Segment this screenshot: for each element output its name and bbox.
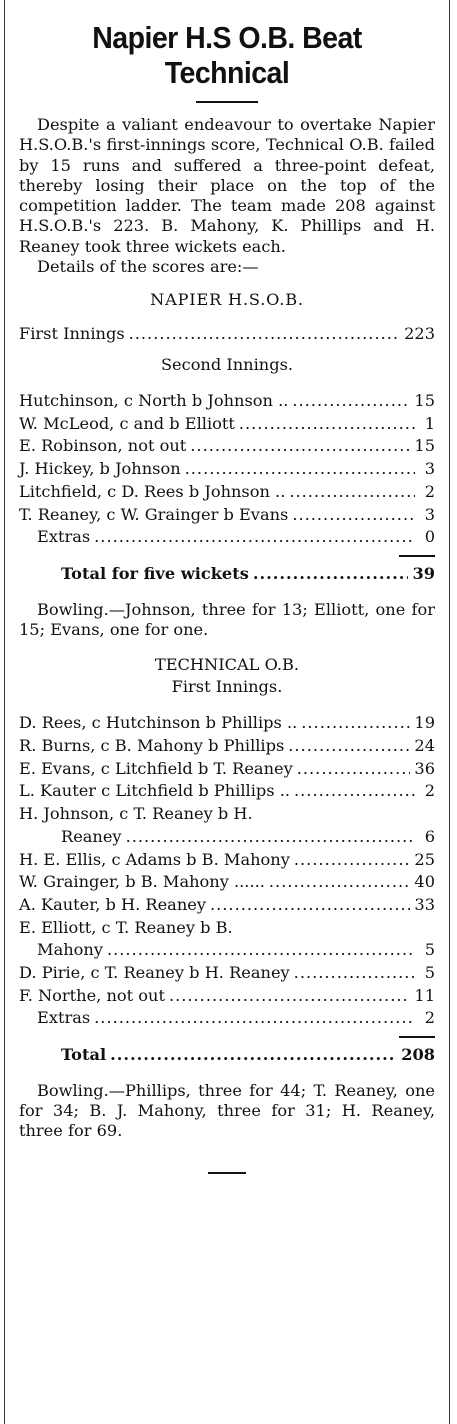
leader-dots: [269, 871, 410, 894]
leader-dots: [94, 1007, 415, 1030]
details-line: Details of the scores are:—: [37, 257, 259, 277]
batsman: D. Rees, c Hutchinson b Phillips ..: [19, 713, 298, 733]
batsman: Hutchinson, c North b Johnson ..: [19, 391, 289, 411]
runs: 5: [424, 940, 435, 960]
leader-dots: [129, 323, 400, 346]
table-row: [19, 780, 435, 803]
total-value: 208: [401, 1045, 435, 1065]
leader-dots: [288, 735, 410, 758]
leader-dots: [292, 390, 410, 413]
first-innings-total: 223: [404, 324, 435, 344]
headline-line-2: Technical: [164, 55, 290, 90]
table-row: [19, 735, 435, 758]
napier-batting-list: [19, 390, 435, 549]
table-row: [19, 712, 435, 735]
table-row: [19, 826, 435, 849]
batsman: E. Evans, c Litchfield b T. Reaney: [19, 758, 293, 778]
technical-team-heading: TECHNICAL O.B.: [154, 655, 300, 675]
total-label: Total: [61, 1045, 107, 1065]
headline: [36, 20, 419, 90]
leader-dots: [292, 504, 415, 527]
runs: 1: [424, 413, 435, 433]
leader-dots: [294, 962, 415, 985]
technical-total-row: [19, 1044, 435, 1067]
batsman: Mahony: [37, 940, 103, 960]
leader-dots: [297, 758, 411, 781]
article-column: [4, 0, 450, 1424]
batsman: J. Hickey, b Johnson: [19, 459, 181, 479]
runs: 3: [424, 459, 435, 479]
leader-dots: [126, 826, 415, 849]
batsman: W. McLeod, c and b Elliott: [19, 413, 235, 433]
table-row: [19, 871, 435, 894]
leader-dots: [107, 939, 415, 962]
table-row: [19, 481, 435, 504]
technical-innings-heading: First Innings.: [171, 677, 283, 697]
end-rule: [208, 1172, 246, 1174]
table-row: [19, 526, 435, 549]
batsman: D. Pirie, c T. Reaney b H. Reaney: [19, 963, 290, 983]
batsman: E. Elliott, c T. Reaney b B.: [19, 917, 233, 937]
table-row: [19, 985, 435, 1008]
leader-dots: [239, 413, 415, 436]
batsman: Litchfield, c D. Rees b Johnson ..: [19, 481, 286, 501]
leader-dots: [294, 780, 415, 803]
total-label: Total for five wickets: [61, 564, 249, 583]
extras-label: Extras: [37, 1008, 91, 1028]
runs: 2: [424, 481, 435, 501]
batsman: T. Reaney, c W. Grainger b Evans: [19, 504, 289, 524]
table-row: [19, 413, 435, 436]
table-row: [19, 962, 435, 985]
headline-rule: [196, 101, 258, 103]
runs: 40: [414, 872, 435, 892]
runs: 36: [414, 758, 435, 778]
batsman: A. Kauter, b H. Reaney: [19, 894, 206, 914]
runs: 0: [424, 527, 435, 547]
napier-total-row: [19, 563, 435, 586]
runs: 11: [414, 985, 435, 1005]
runs: 2: [424, 781, 435, 801]
napier-team-heading: NAPIER H.S.O.B.: [150, 290, 304, 310]
leader-dots: [110, 1044, 397, 1067]
batsman: W. Grainger, b B. Mahony ......: [19, 872, 265, 892]
runs: 15: [414, 436, 435, 456]
leader-dots: [289, 481, 415, 504]
table-row: [19, 435, 435, 458]
batsman: Reaney: [61, 826, 122, 846]
table-row: [19, 758, 435, 781]
total-rule: [399, 555, 435, 557]
leader-dots: [294, 849, 411, 872]
table-row: [19, 894, 435, 917]
table-row: [19, 939, 435, 962]
runs: 33: [414, 894, 435, 914]
runs: 3: [424, 504, 435, 524]
table-row: [19, 458, 435, 481]
leader-dots: [169, 985, 410, 1008]
second-innings-heading: Second Innings.: [160, 355, 294, 375]
total-rule: [399, 1036, 435, 1038]
total-value: 39: [412, 564, 435, 583]
napier-first-innings-row: [19, 323, 435, 346]
runs: 19: [414, 713, 435, 733]
runs: 2: [424, 1008, 435, 1028]
technical-batting-list: [19, 712, 435, 1030]
runs: 24: [414, 736, 435, 755]
technical-bowling: Bowling.—Phillips, three for 44; T. Reaney, one for 34; B. J. Mahony, three for 31; H. Reaney, three for 69.: [19, 1080, 435, 1141]
leader-dots: [185, 458, 415, 481]
runs: 25: [414, 849, 435, 869]
napier-bowling: Bowling.—Johnson, three for 13; Elliott, one for 15; Evans, one for one.: [19, 599, 435, 639]
leader-dots: [253, 563, 409, 586]
batsman: F. Northe, not out: [19, 985, 165, 1005]
table-row: [19, 849, 435, 872]
batsman: R. Burns, c B. Mahony b Phillips: [19, 736, 285, 755]
table-row: [19, 390, 435, 413]
leader-dots: [190, 435, 410, 458]
leader-dots: [301, 712, 410, 735]
leader-dots: [94, 526, 415, 549]
batsman: H. E. Ellis, c Adams b B. Mahony: [19, 849, 290, 869]
runs: 15: [414, 391, 435, 411]
headline-line-1: Napier H.S O.B. Beat: [92, 20, 362, 55]
batsman: E. Robinson, not out: [19, 436, 187, 456]
first-innings-label: First Innings: [19, 324, 125, 344]
table-row: [19, 917, 435, 940]
batsman: L. Kauter c Litchfield b Phillips ..: [19, 781, 291, 801]
leader-dots: [210, 894, 410, 917]
batsman: H. Johnson, c T. Reaney b H.: [19, 804, 253, 824]
table-row: [19, 504, 435, 527]
intro-paragraph: Despite a valiant endeavour to overtake Napier H.S.O.B.'s first-innings score, Technical O.B. failed by 15 runs and suffered a three-point defeat, thereby losing their place on the top of the competition ladder. The team made 208 against H.S.O.B.'s 223. B. Mahony, K. Phillips and H. Reaney took three wickets each.: [19, 115, 435, 256]
table-row: [19, 803, 435, 826]
runs: 5: [424, 963, 435, 983]
runs: 6: [424, 826, 435, 846]
extras-label: Extras: [37, 527, 91, 547]
table-row: [19, 1007, 435, 1030]
